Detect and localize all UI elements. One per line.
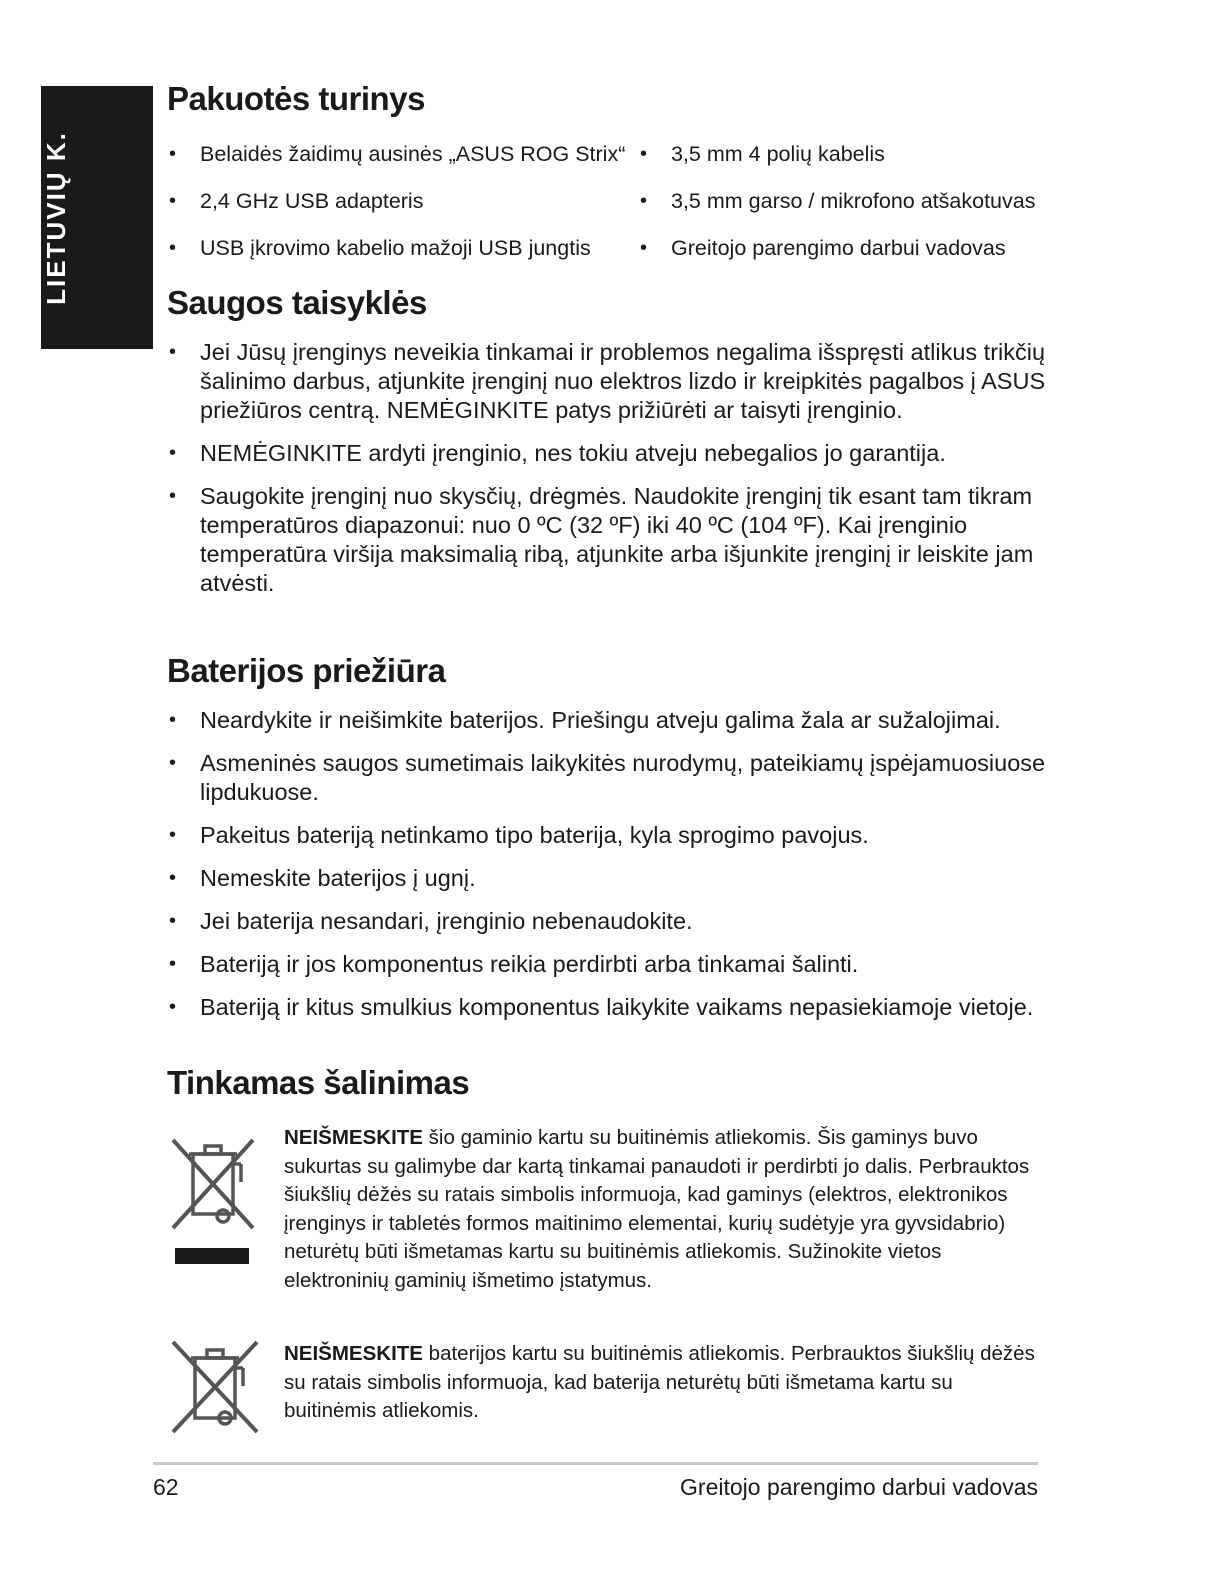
list-item: • Nemeskite baterijos į ugnį. xyxy=(167,864,1047,893)
package-list-left xyxy=(167,140,625,281)
crossed-out-wheelie-bin-icon xyxy=(167,1340,263,1441)
safety-heading: Saugos taisyklės xyxy=(167,284,427,321)
product-disposal-lead: NEIŠMESKITE xyxy=(284,1126,423,1149)
proper-disposal-heading: Tinkamas šalinimas xyxy=(167,1064,470,1101)
list-item: • USB įkrovimo kabelio mažoji USB jungtis xyxy=(167,234,625,263)
battery-disposal-lead: NEIŠMESKITE xyxy=(284,1342,423,1365)
footer-divider xyxy=(153,1462,1038,1465)
list-item: • Asmeninės saugos sumetimais laikykitės nurodymų, pateikiamų įspėjamuosiuose lipdukuose. xyxy=(167,749,1047,807)
package-list-right xyxy=(638,140,1035,281)
list-item: • Greitojo parengimo darbui vadovas xyxy=(638,234,1035,263)
battery-care-heading: Baterijos priežiūra xyxy=(167,652,446,689)
list-item: • Bateriją ir jos komponentus reikia perdirbti arba tinkamai šalinti. xyxy=(167,950,1047,979)
list-item: • Bateriją ir kitus smulkius komponentus laikykite vaikams nepasiekiamoje vietoje. xyxy=(167,993,1047,1022)
crossed-out-wheelie-bin-icon xyxy=(167,1124,263,1274)
list-item: • NEMĖGINKITE ardyti įrenginio, nes tokiu atveju nebegalios jo garantija. xyxy=(167,439,1047,468)
list-item: • Belaidės žaidimų ausinės „ASUS ROG Strix“ xyxy=(167,140,625,169)
battery-care-list xyxy=(167,706,1047,1036)
list-item: • 2,4 GHz USB adapteris xyxy=(167,187,625,216)
safety-list xyxy=(167,338,1047,612)
battery-disposal-text: baterijos kartu su buitinėmis atliekomis. Perbrauktos šiukšlių dėžės su ratais simbolis informuoja, kad baterija neturėtų būti išmetama kartu su buitinėmis atliekomis. xyxy=(284,1342,1035,1422)
page-number: 62 xyxy=(153,1474,179,1500)
list-item: • 3,5 mm 4 polių kabelis xyxy=(638,140,1035,169)
list-item: • 3,5 mm garso / mikrofono atšakotuvas xyxy=(638,187,1035,216)
list-item: • Jei Jūsų įrenginys neveikia tinkamai ir problemos negalima išspręsti atlikus trikčių šalinimo darbus, atjunkite įrenginį nuo elektros lizdo ir kreipkitės pagalbos į ASUS priežiūros centrą. NEMĖGINKITE patys prižiūrėti ar taisyti įrenginio. xyxy=(167,338,1047,425)
footer-title: Greitojo parengimo darbui vadovas xyxy=(680,1474,1038,1500)
product-disposal-text: šio gaminio kartu su buitinėmis atliekomis. Šis gaminys buvo sukurtas su galimybe dar kartą tinkamai panaudoti ir perdirbti jo dalis. Perbrauktos šiukšlių dėžės su ratais simbolis informuoja, kad gaminys (elektros, elektronikos įrenginys ir tabletės formos maitinimo elementai, kurių sudėtyje yra gyvsidabrio) neturėtų būti išmetamas kartu su buitinėmis atliekomis. Sužinokite vietos elektroninių gaminių išmetimo įstatymus. xyxy=(284,1126,1030,1292)
package-contents-heading: Pakuotės turinys xyxy=(167,80,425,117)
list-item: • Jei baterija nesandari, įrenginio nebenaudokite. xyxy=(167,907,1047,936)
list-item: • Neardykite ir neišimkite baterijos. Priešingu atveju galima žala ar sužalojimai. xyxy=(167,706,1047,735)
list-item: • Pakeitus bateriją netinkamo tipo baterija, kyla sprogimo pavojus. xyxy=(167,821,1047,850)
list-item: • Saugokite įrenginį nuo skysčių, drėgmės. Naudokite įrenginį tik esant tam tikram temperatūros diapazonui: nuo 0 ºC (32 ºF) iki 40 ºC (104 ºF). Kai įrenginio temperatūra viršija maksimalią ribą, atjunkite arba išjunkite įrenginį ir leiskite jam atvėsti. xyxy=(167,482,1047,598)
language-tab-label: LIETUVIŲ K. xyxy=(41,131,71,305)
